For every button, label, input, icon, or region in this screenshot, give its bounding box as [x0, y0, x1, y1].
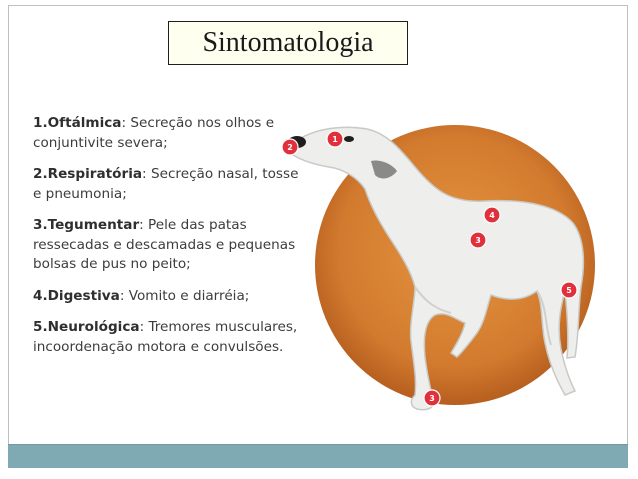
symptom-item-2	[33, 165, 308, 204]
symptom-text: : Pele das patas ressecadas e descamadas e pequenas bolsas de pus no peito;	[33, 217, 296, 272]
symptom-label: 4.Digestiva	[33, 287, 120, 304]
symptom-text: : Vomito e diarréia;	[119, 287, 250, 304]
slide-title: Sintomatologia	[202, 27, 374, 58]
marker-2	[282, 139, 298, 155]
dog-eye	[344, 136, 354, 142]
symptom-text: : Tremores musculares, incoordenação motora e convulsões.	[33, 319, 298, 355]
symptom-item-4	[33, 287, 308, 307]
marker-label: 2	[287, 143, 293, 152]
dog-illustration	[275, 105, 610, 420]
marker-label: 3	[429, 394, 435, 403]
symptom-item-3	[33, 216, 308, 275]
bottom-bar	[8, 444, 628, 468]
symptom-list	[33, 114, 308, 369]
marker-5	[561, 282, 577, 298]
marker-4	[484, 207, 500, 223]
symptom-item-1	[33, 114, 308, 153]
symptom-label: 1.Oftálmica	[33, 115, 122, 131]
marker-label: 3	[475, 236, 481, 245]
symptom-item-5	[33, 318, 308, 357]
marker-3-paw	[424, 390, 440, 406]
title-box	[168, 21, 408, 65]
marker-1	[327, 131, 343, 147]
marker-label: 4	[489, 211, 495, 220]
marker-3-chest	[470, 232, 486, 248]
symptom-label: 3.Tegumentar	[33, 217, 140, 233]
marker-label: 5	[566, 286, 572, 295]
marker-label: 1	[332, 135, 338, 144]
symptom-label: 2.Respiratória	[33, 166, 143, 182]
symptom-text: : Secreção nos olhos e conjuntivite severa;	[33, 115, 275, 151]
symptom-label: 5.Neurológica	[33, 319, 140, 335]
symptom-text: : Secreção nasal, tosse e pneumonia;	[33, 166, 299, 202]
